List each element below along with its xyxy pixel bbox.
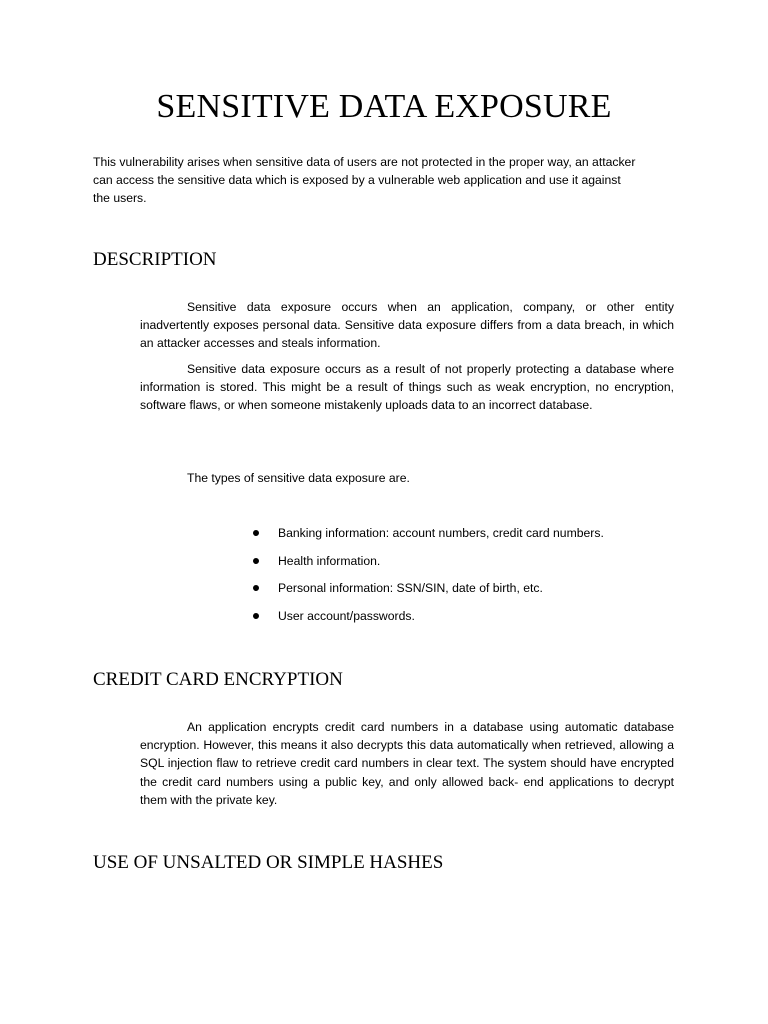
- section-heading-unsalted-hashes: USE OF UNSALTED OR SIMPLE HASHES: [93, 852, 444, 873]
- list-item-text: Health information.: [278, 553, 381, 568]
- intro-paragraph: This vulnerability arises when sensitive data of users are not protected in the proper way, an attacker can access the sensitive data which is exposed by a vulnerable web application and use it against the users.: [93, 155, 636, 206]
- list-item: [253, 552, 604, 580]
- list-item: [253, 524, 604, 552]
- description-paragraph-1: Sensitive data exposure occurs when an application, company, or other entity inadvertently exposes personal data. Sensitive data exposure differs from a data breach, in which an attacker accesses and steals information.: [140, 300, 674, 351]
- list-item-text: User account/passwords.: [278, 608, 415, 623]
- bullet-icon: [253, 558, 259, 564]
- bullet-icon: [253, 530, 259, 536]
- section-heading-credit-card: CREDIT CARD ENCRYPTION: [93, 669, 343, 690]
- exposure-types-list: [253, 524, 604, 634]
- list-item: [253, 607, 604, 635]
- description-paragraph-2: Sensitive data exposure occurs as a result of not properly protecting a database where information is stored. This might be a result of things such as weak encryption, no encryption, software flaws, or when someone mistakenly uploads data to an incorrect database.: [140, 362, 674, 413]
- bullet-icon: [253, 613, 259, 619]
- list-item-text: Banking information: account numbers, credit card numbers.: [278, 526, 604, 540]
- list-item: [253, 579, 604, 607]
- section-heading-description: DESCRIPTION: [93, 249, 217, 270]
- bullet-icon: [253, 585, 259, 591]
- page-title: SENSITIVE DATA EXPOSURE: [156, 88, 612, 125]
- types-intro: The types of sensitive data exposure are.: [187, 471, 410, 485]
- list-item-text: Personal information: SSN/SIN, date of birth, etc.: [278, 581, 543, 596]
- credit-card-paragraph: An application encrypts credit card numbers in a database using automatic database encryption. However, this means it also decrypts this data automatically when retrieved, allowing a SQL injection flaw to retrieve credit card numbers in clear text. The system should have encrypted the credit card numbers using a public key, and only allowed back- end applications to decrypt them with the private key.: [140, 720, 674, 807]
